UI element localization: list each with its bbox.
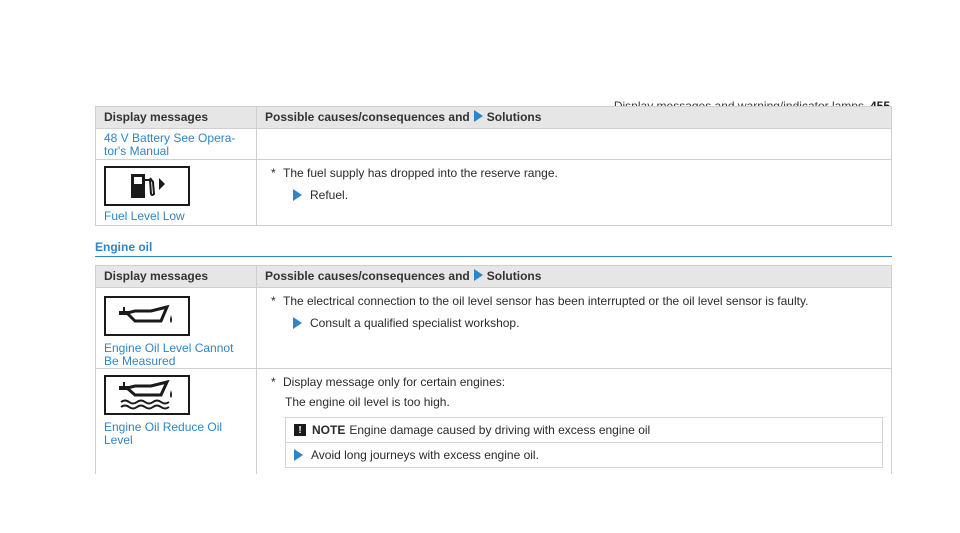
table-header-row <box>96 107 892 129</box>
table-row <box>96 288 892 369</box>
fuel-pump-icon <box>104 166 190 206</box>
message-reduce-oil-level: Engine Oil Reduce Oil Level <box>104 420 223 447</box>
col-display-messages: Display messages <box>96 107 257 129</box>
message-cell <box>96 369 257 475</box>
exclamation-icon: ! <box>294 424 306 436</box>
message-oil-level-cannot-be-measured: Engine Oil Level Cannot Be Measured <box>104 341 234 368</box>
message-cell <box>96 288 257 369</box>
section-title: Engine oil <box>95 240 153 254</box>
cause-cell <box>257 129 892 160</box>
arrow-icon <box>293 189 302 201</box>
oil-can-icon <box>104 296 190 336</box>
arrow-icon <box>293 317 302 329</box>
solution: Consult a qualified specialist workshop. <box>293 316 877 330</box>
arrow-icon <box>474 110 483 122</box>
cause-cell <box>257 160 892 226</box>
cause-text: * The fuel supply has dropped into the reserve range. <box>271 166 558 180</box>
table-row <box>96 369 892 475</box>
section-divider <box>95 256 892 257</box>
table-row <box>96 160 892 226</box>
message-fuel-level-low: Fuel Level Low <box>104 209 185 223</box>
cause-cell <box>257 369 892 475</box>
cause-text: * The electrical connection to the oil level sensor has been interrupted or the oil level sensor is faulty. <box>271 294 809 308</box>
cause-text: * Display message only for certain engines: <box>271 375 506 389</box>
table-row <box>96 129 892 160</box>
note-solution-row: Avoid long journeys with excess engine oil. <box>286 443 882 467</box>
solution: Refuel. <box>293 188 877 202</box>
table-engine-oil <box>95 265 892 474</box>
table-header-row <box>96 266 892 288</box>
arrow-icon <box>474 269 483 281</box>
note-box <box>285 417 883 468</box>
message-cell <box>96 129 257 160</box>
oil-level-high-icon <box>104 375 190 415</box>
note-row: ! NOTE Engine damage caused by driving with excess engine oil <box>286 418 882 443</box>
col-causes-solutions: Possible causes/consequences and Solutions <box>257 107 892 129</box>
cause-cell <box>257 288 892 369</box>
table-fuel-battery <box>95 106 892 226</box>
message-48v-battery: 48 V Battery See Opera-tor's Manual <box>104 131 236 158</box>
col-display-messages: Display messages <box>96 266 257 288</box>
arrow-icon <box>294 449 303 461</box>
col-causes-solutions: Possible causes/consequences and Solutions <box>257 266 892 288</box>
message-cell <box>96 160 257 226</box>
cause-detail: The engine oil level is too high. <box>285 395 450 409</box>
